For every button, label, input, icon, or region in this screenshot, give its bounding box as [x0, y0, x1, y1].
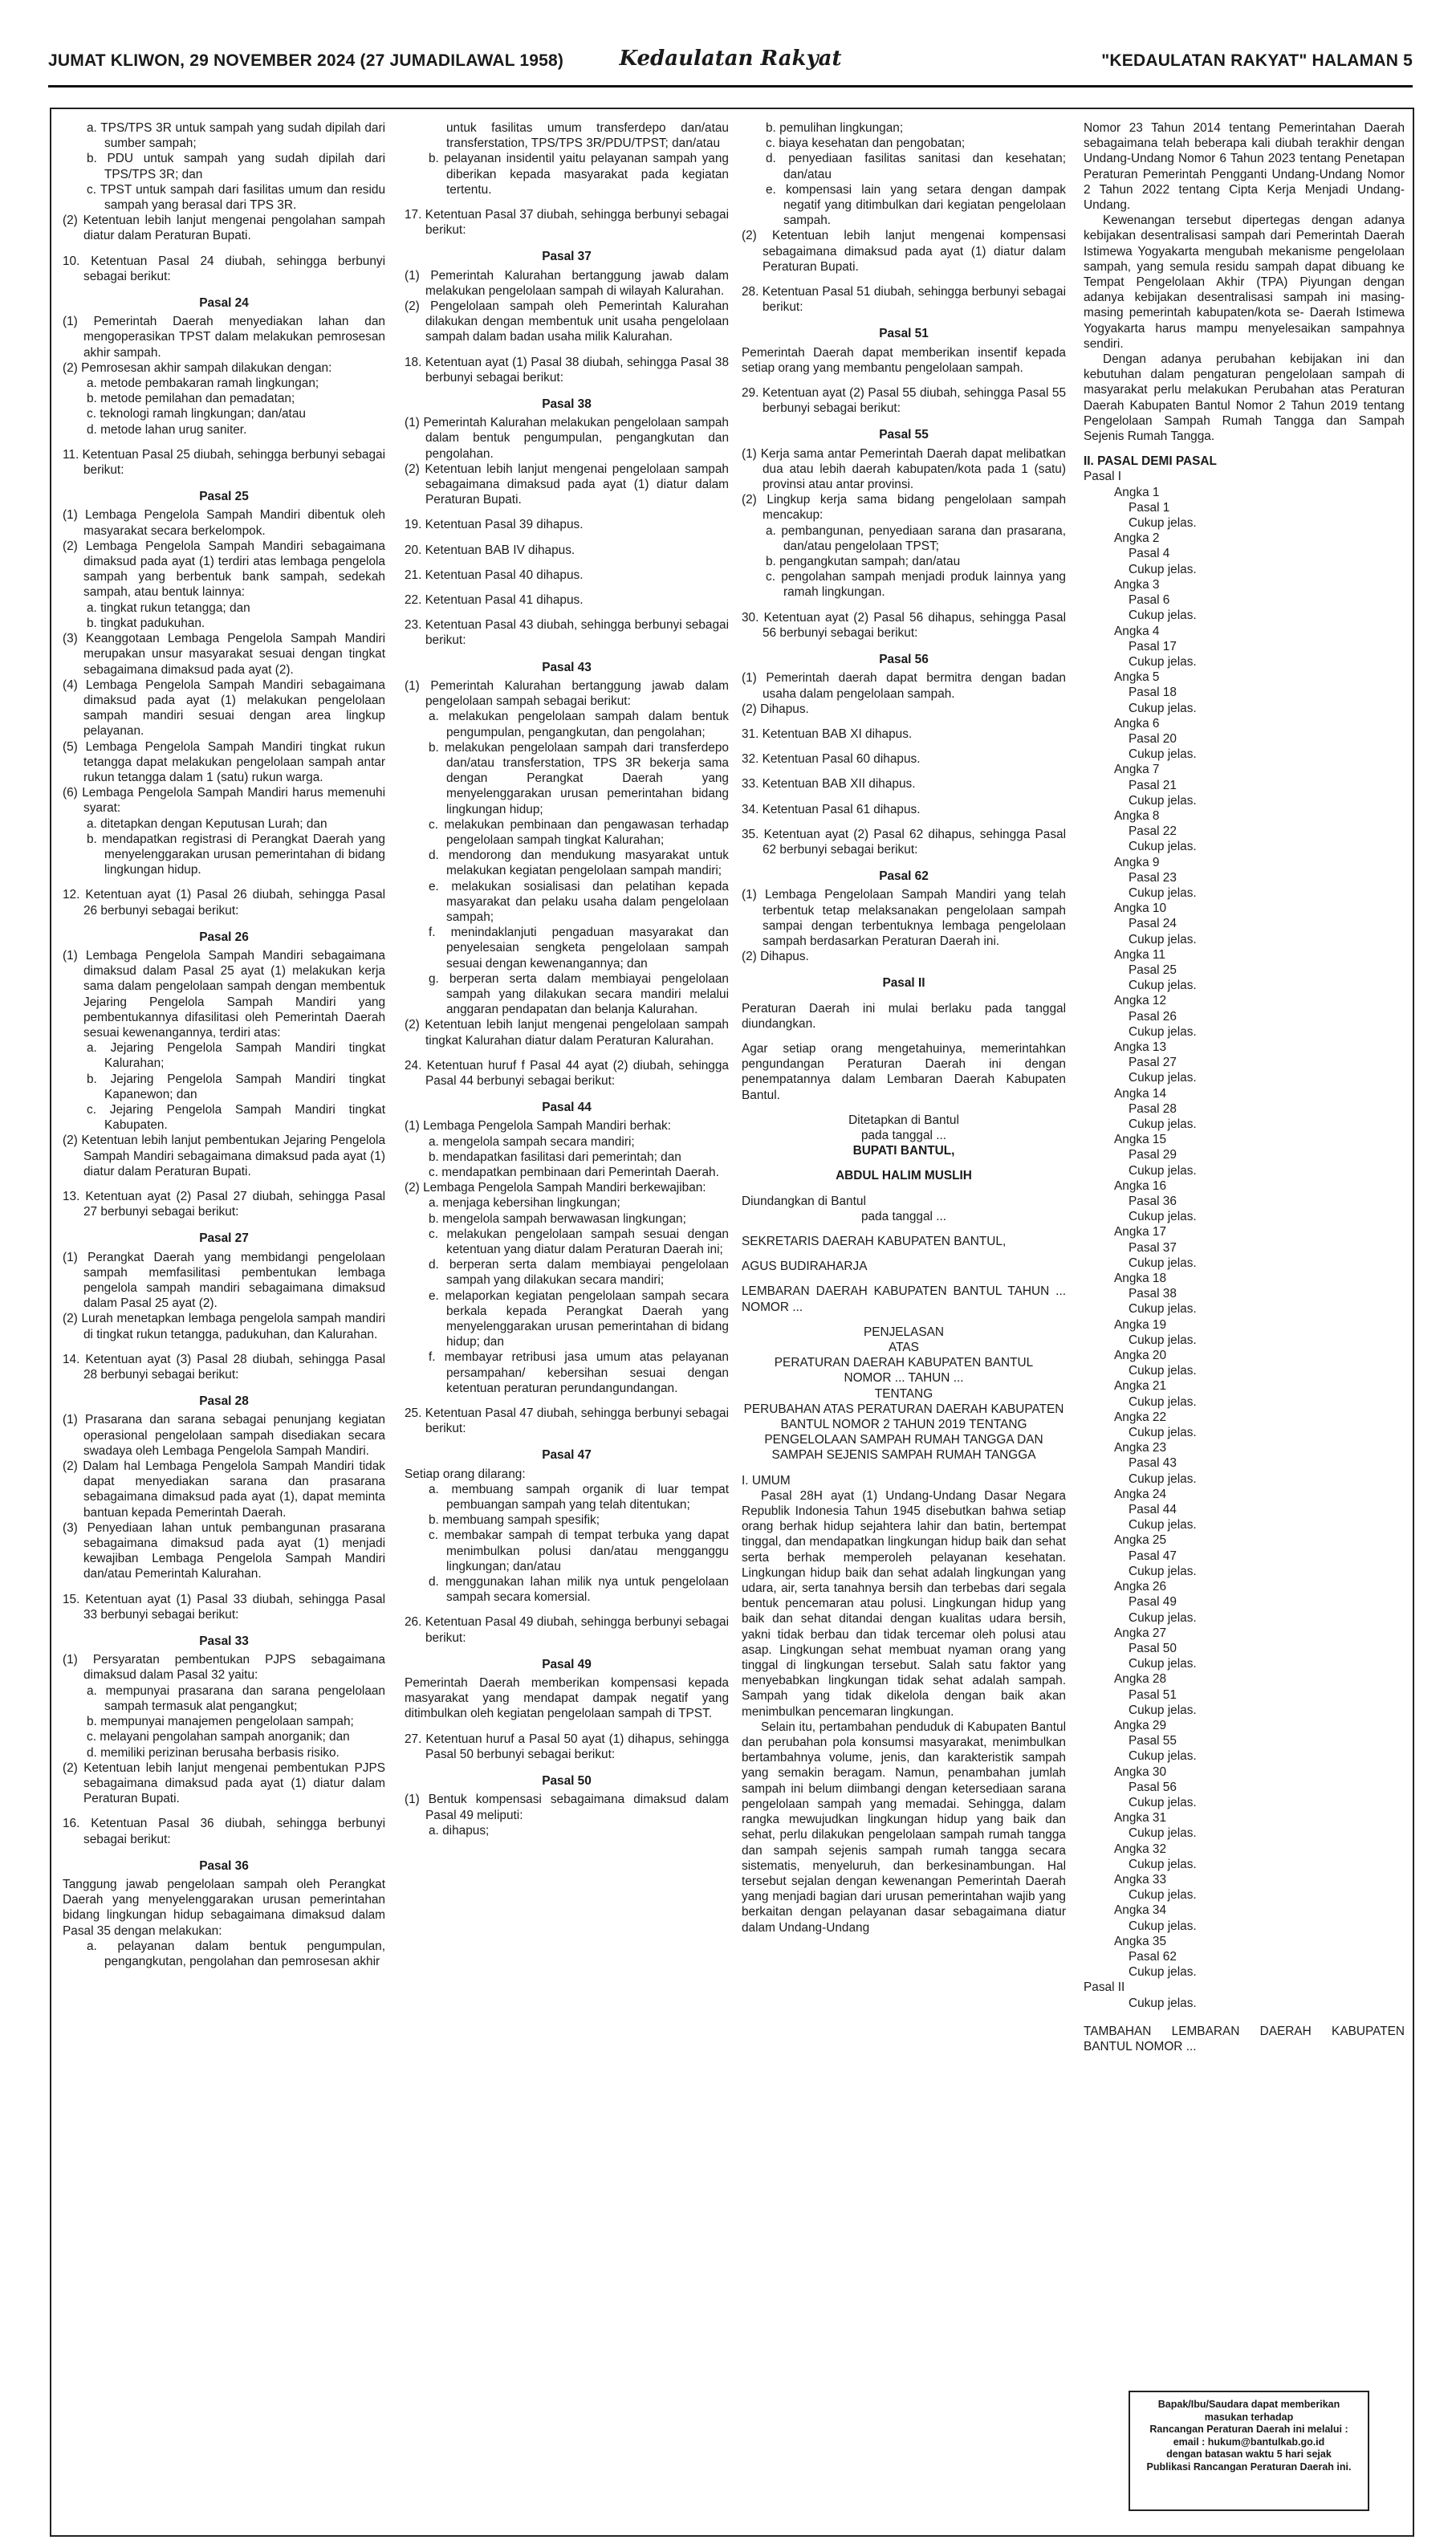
paragraph: (2) Pemrosesan akhir sampah dilakukan dengan:: [63, 360, 332, 375]
paragraph: (2) Pengelolaan sampah oleh Pemerintah Kalurahan dilakukan dengan membentuk unit usaha pengelolaan sampah dalam badan usaha milik Kalurahan.: [405, 299, 729, 344]
paragraph: d. memiliki perizinan berusaha berbasis risiko.: [87, 1745, 340, 1760]
paragraph: Pasal 38: [542, 397, 592, 412]
paragraph: (5) Lembaga Pengelola Sampah Mandiri tingkat rukun tetangga dapat melakukan pengelolaan sampah antar rukun tetangga dalam 1 (satu) rukun warga.: [63, 739, 385, 784]
paragraph: (3) Penyediaan lahan untuk pembangunan prasarana sebagaimana dimaksud pada ayat (1) menjadi kewajiban Lembaga Pengelola Sampah Mandiri dan/atau Pemerintah Kalurahan.: [63, 1520, 385, 1581]
paragraph: Peraturan Daerah ini mulai berlaku pada tanggal diundangkan.: [742, 1001, 1066, 1031]
paragraph: a. tingkat rukun tetangga; dan: [87, 600, 250, 615]
paragraph: Pemerintah Daerah memberikan kompensasi kepada masyarakat yang mendapat dampak negatif yang ditimbulkan oleh kegiatan pengelolaan sampah di TPST.: [405, 1676, 729, 1721]
paragraph: 24. Ketentuan huruf f Pasal 44 ayat (2) diubah, sehingga Pasal 44 berbunyi sebagai berikut:: [405, 1058, 729, 1088]
paragraph: Pasal 51: [879, 327, 929, 341]
paragraph: Pasal 43: [542, 660, 592, 674]
paragraph: ABDUL HALIM MUSLIH: [836, 1169, 972, 1183]
explanation-line: Dengan adanya perubahan kebijakan ini dan kebutuhan dalam pengaturan pengelolaan sampah di masyarakat perlu melakukan Perubahan atas Peraturan Daerah Kabupaten Bantul Nomor 2 Tahun 2019 tentang Pengelolaan Sampah Rumah Tangga dan Sampah Sejenis Rumah Tangga.: [1084, 352, 1405, 444]
explanation-line: Cukup jelas.: [1129, 1024, 1197, 1039]
explanation-line: Angka 17: [1114, 1225, 1167, 1239]
paragraph: d. mendorong dan mendukung masyarakat untuk melakukan kegiatan pengelolaan sampah mandiri;: [429, 849, 729, 878]
notice-line: dengan batasan waktu 5 hari sejak: [1166, 2448, 1332, 2460]
notice-line: masukan terhadap: [1204, 2411, 1294, 2423]
explanation-line: Kewenangan tersebut dipertegas dengan adanya kebijakan desentralisasi sampah dari Pemerintah Daerah Istimewa Yogyakarta mengubah mekanisme pengelolaan sampah, yang semula residu sampah dapat dibuang ke Tempat Pengelolaan Akhir (TPA) Piyungan dengan adanya kebijakan desentralisasi sampah ini masing-masing pemerintah kabupaten/kota se- Daerah Istimewa Yogyakarta harus mampu menyelesaikan sampahnya sendiri.: [1084, 214, 1405, 351]
explanation-line: Pasal 6: [1129, 593, 1170, 608]
paragraph: 27. Ketentuan huruf a Pasal 50 ayat (1) dihapus, sehingga Pasal 50 berbunyi sebagai berikut:: [405, 1732, 729, 1761]
explanation-line: Cukup jelas.: [1129, 1703, 1197, 1717]
explanation-line: Cukup jelas.: [1129, 1826, 1197, 1841]
paragraph: a. melakukan pengelolaan sampah dalam bentuk pengumpulan, pengangkutan, dan pengolahan;: [429, 710, 729, 739]
explanation-line: Pasal 27: [1129, 1056, 1177, 1070]
explanation-line: Angka 21: [1114, 1379, 1167, 1394]
header-rule: [48, 85, 1413, 88]
paragraph: e. melaporkan kegiatan pengelolaan sampah secara berkala kepada Perangkat Daerah yang menyelenggarakan urusan pemerintahan di bidang hidup; dan: [429, 1288, 729, 1349]
paragraph: c. TPST untuk sampah dari fasilitas umum dan residu sampah yang berasal dari TPS 3R.: [87, 182, 385, 213]
paragraph: AGUS BUDIRAHARJA: [742, 1260, 868, 1274]
paragraph: (2) Ketentuan lebih lanjut mengenai kompensasi sebagaimana dimaksud pada ayat (1) diatur dalam Peraturan Bupati.: [742, 229, 1066, 274]
paragraph: Pasal 44: [542, 1101, 592, 1115]
masthead-logo: Kedaulatan Rakyat: [619, 47, 842, 71]
paragraph: b. mendapatkan registrasi di Perangkat Daerah yang menyelenggarakan urusan pemerintahan di bidang lingkungan hidup.: [87, 832, 385, 877]
explanation-line: Cukup jelas.: [1129, 1364, 1197, 1378]
paragraph: (1) Perangkat Daerah yang membidangi pengelolaan sampah memfasilitasi pembentukan lembaga pengelola sampah mandiri sebagaimana dimaksud dalam Pasal 25 ayat (2).: [63, 1250, 385, 1311]
explanation-line: Cukup jelas.: [1129, 747, 1197, 762]
paragraph: 25. Ketentuan Pasal 47 diubah, sehingga berbunyi sebagai berikut:: [405, 1406, 729, 1436]
paragraph: c. Jejaring Pengelola Sampah Mandiri tingkat Kabupaten.: [87, 1102, 385, 1133]
explanation-line: Pasal 43: [1129, 1456, 1177, 1471]
paragraph: b. melakukan pengelolaan sampah dari transferdepo dan/atau transferstation, TPS 3R bekerja sama dengan Perangkat Daerah yang menyelenggarakan urusan pemerintahan bidang lingkungan hidup;: [429, 740, 729, 816]
explanation-line: Cukup jelas.: [1129, 1117, 1197, 1131]
paragraph: b. mempunyai manajemen pengelolaan sampah;: [87, 1715, 354, 1729]
paragraph: d. penyediaan fasilitas sanitasi dan kesehatan; dan/atau: [766, 152, 1066, 181]
paragraph: (1) Persyaratan pembentukan PJPS sebagaimana dimaksud dalam Pasal 32 yaitu:: [63, 1653, 385, 1683]
explanation-line: Pasal 29: [1129, 1148, 1177, 1162]
column-4: [1084, 120, 1405, 2054]
explanation-line: Angka 6: [1114, 716, 1160, 731]
paragraph: a. pelayanan dalam bentuk pengumpulan, pengangkutan, pengolahan dan pemrosesan akhir: [87, 1939, 385, 1968]
paragraph: 32. Ketentuan Pasal 60 dihapus.: [742, 752, 921, 767]
explanation-line: Angka 26: [1114, 1580, 1167, 1594]
explanation-line: Cukup jelas.: [1129, 609, 1197, 623]
explanation-line: Angka 3: [1114, 577, 1160, 592]
paragraph: 31. Ketentuan BAB XI dihapus.: [742, 727, 913, 741]
paragraph: TENTANG: [874, 1386, 933, 1401]
paragraph: f. menindaklanjuti pengaduan masyarakat dan penyelesaian sengketa pengelolaan sampah sesuai dengan kewenangannya; dan: [429, 926, 729, 971]
paragraph: g. berperan serta dalam membiayai pengelolaan sampah yang dilakukan secara mandiri melalui anggaran pendapatan dan belanja Kalurahan.: [429, 971, 729, 1017]
explanation-line: Angka 35: [1114, 1934, 1167, 1948]
paragraph: Selain itu, pertambahan penduduk di Kabupaten Bantul dan perubahan pola konsumsi masyarakat, menimbulkan bertambahnya volume, jenis, dan karakteristik sampah yang semakin beragam. Namun, penambahan jumlah sampah ini belum diimbangi dengan ketersediaan sarana pengelolaan sampah yang memadai. Sehingga, dalam rangka mewujudkan lingkungan hidup yang baik dan sehat, perlu dilakukan pengelolaan sampah rumah tangga dan sampah sejenis sampah rumah tangga secara sistematis, menyeluruh, dan berkesinambungan. Hal tersebut sejalan dengan kewenangan Pemerintah Daerah yang menjadi bagian dari urusan pemerintahan wajib yang berkaitan dengan pelayanan dasar sebagaimana diatur dalam Undang-Undang: [742, 1720, 1066, 1935]
explanation-line: Cukup jelas.: [1129, 1919, 1197, 1933]
paragraph: Pasal 28H ayat (1) Undang-Undang Dasar Negara Republik Indonesia Tahun 1945 disebutkan bahwa setiap orang berhak hidup sejahtera lahir dan batin, bertempat tinggal, dan mendapatkan lingkungan hidup baik dan sehat serta berhak memperoleh pelayanan kesehatan. Lingkungan hidup baik dan sehat adalah lingkungan yang udara, air, serta tanahnya bersih dan terbebas dari segala bentuk pencemaran atau polusi. Lingkungan hidup yang baik dan sehat ditandai dengan kualitas udara bersih, yakni tidak berbau dan tidak tercemar oleh polusi atau asap. Lingkungan sehat membuat nyaman orang yang tinggal di lingkungan tersebut. Salah satu faktor yang menyebabkan lingkungan tidak sehat adalah sampah. Sampah yang tidak dikelola dengan baik akan menimbulkan pencemaran lingkungan.: [742, 1488, 1066, 1719]
explanation-line: Angka 18: [1114, 1272, 1167, 1286]
explanation-line: Angka 15: [1114, 1133, 1167, 1147]
paragraph: Diundangkan di Bantul: [742, 1194, 866, 1208]
paragraph: (1) Lembaga Pengelola Sampah Mandiri berhak:: [405, 1119, 671, 1134]
explanation-line: Pasal 18: [1129, 686, 1177, 700]
paragraph: Pasal 47: [542, 1448, 592, 1463]
paragraph: Setiap orang dilarang:: [405, 1467, 526, 1481]
explanation-line: Angka 12: [1114, 994, 1167, 1008]
paragraph: 34. Ketentuan Pasal 61 dihapus.: [742, 802, 921, 816]
explanation-line: Pasal 37: [1129, 1240, 1177, 1255]
explanation-line: Pasal 51: [1129, 1687, 1177, 1702]
paragraph: 11. Ketentuan Pasal 25 diubah, sehingga berbunyi sebagai berikut:: [63, 447, 385, 478]
explanation-line: Cukup jelas.: [1129, 1071, 1197, 1085]
paragraph: untuk fasilitas umum transferdepo dan/atau transferstation, TPS/TPS 3R/PDU/TPST; dan/atau: [446, 121, 729, 151]
paragraph: a. mempunyai prasarana dan sarana pengelolaan sampah termasuk alat pengangkut;: [87, 1683, 385, 1713]
paragraph: e. melakukan sosialisasi dan pelatihan kepada masyarakat dan pelaku usaha dalam pengelolaan sampah;: [429, 879, 729, 924]
paragraph: a. mengelola sampah secara mandiri;: [429, 1134, 635, 1149]
explanation-line: Angka 13: [1114, 1040, 1167, 1054]
explanation-line: Angka 11: [1114, 947, 1165, 962]
paragraph: f. membayar retribusi jasa umum atas pelayanan persampahan/ kebersihan sesuai dengan ketentuan peraturan perundangundangan.: [429, 1350, 729, 1395]
paragraph: c. mendapatkan pembinaan dari Pemerintah Daerah.: [429, 1165, 719, 1179]
paragraph: Pasal 33: [199, 1634, 249, 1649]
paragraph: pada tanggal ...: [860, 1209, 947, 1223]
paragraph: (2) Lembaga Pengelola Sampah Mandiri sebagaimana dimaksud pada ayat (1) terdiri atas lembaga pengelola sampah yang berbentuk bank sampah, sedekah sampah, atau bentuk lainnya:: [63, 539, 385, 600]
explanation-line: Angka 20: [1114, 1349, 1167, 1363]
paragraph: SEKRETARIS DAERAH KABUPATEN BANTUL,: [742, 1234, 1007, 1248]
explanation-line: Cukup jelas.: [1129, 1857, 1197, 1871]
paragraph: (2) Ketentuan lebih lanjut mengenai pengelolaan sampah tingkat Kalurahan diatur dalam Peraturan Kalurahan.: [405, 1018, 729, 1048]
notice-line: Publikasi Rancangan Peraturan Daerah ini.: [1146, 2460, 1352, 2473]
explanation-line: Cukup jelas.: [1129, 1471, 1197, 1486]
paragraph: 35. Ketentuan ayat (2) Pasal 62 dihapus, sehingga Pasal 62 berbunyi sebagai berikut:: [742, 827, 1066, 857]
paragraph: c. pengolahan sampah menjadi produk lainnya yang ramah lingkungan.: [766, 570, 1066, 600]
explanation-line: Angka 5: [1114, 670, 1160, 685]
explanation-line: II. PASAL DEMI PASAL: [1084, 454, 1217, 469]
paragraph: (1) Kerja sama antar Pemerintah Daerah dapat melibatkan dua atau lebih daerah kabupaten/kota pada 1 (satu) provinsi atau antar provinsi.: [742, 446, 1066, 492]
explanation-line: Angka 9: [1114, 855, 1160, 869]
explanation-line: Angka 4: [1114, 624, 1160, 638]
paragraph: 16. Ketentuan Pasal 36 diubah, sehingga berbunyi sebagai berikut:: [63, 1817, 385, 1846]
explanation-line: Pasal I: [1084, 470, 1122, 484]
explanation-line: Angka 23: [1114, 1441, 1167, 1455]
paragraph: b. pengangkutan sampah; dan/atau: [766, 555, 961, 569]
paragraph: c. biaya kesehatan dan pengobatan;: [766, 136, 966, 151]
paragraph: 29. Ketentuan ayat (2) Pasal 55 diubah, sehingga Pasal 55 berbunyi sebagai berikut:: [742, 386, 1066, 416]
paragraph: d. berperan serta dalam membiayai pengelolaan sampah yang dilakukan secara mandiri;: [429, 1258, 729, 1288]
paragraph: PERUBAHAN ATAS PERATURAN DAERAH KABUPATEN BANTUL NOMOR 2 TAHUN 2019 TENTANG PENGELOLAAN SAMPAH RUMAH TANGGA DAN SAMPAH SEJENIS SAMPAH RUMAH TANGGA: [743, 1402, 1064, 1463]
explanation-line: Pasal 55: [1129, 1734, 1177, 1748]
explanation-line: Angka 32: [1114, 1842, 1167, 1856]
paragraph: 30. Ketentuan ayat (2) Pasal 56 dihapus, sehingga Pasal 56 berbunyi sebagai berikut:: [742, 610, 1066, 640]
explanation-line: Cukup jelas.: [1129, 1163, 1197, 1178]
paragraph: I. UMUM: [742, 1473, 791, 1488]
paragraph: (1) Bentuk kompensasi sebagaimana dimaksud dalam Pasal 49 meliputi:: [405, 1793, 729, 1822]
explanation-line: Cukup jelas.: [1129, 840, 1197, 854]
paragraph: 26. Ketentuan Pasal 49 diubah, sehingga berbunyi sebagai berikut:: [405, 1615, 729, 1645]
paragraph: (2) Lembaga Pengelola Sampah Mandiri berkewajiban:: [405, 1181, 706, 1195]
explanation-line: Angka 8: [1114, 808, 1160, 823]
explanation-line: Angka 7: [1114, 763, 1160, 777]
paragraph: 15. Ketentuan ayat (1) Pasal 33 diubah, sehingga Pasal 33 berbunyi sebagai berikut:: [63, 1592, 385, 1622]
explanation-line: Cukup jelas.: [1129, 793, 1197, 808]
paragraph: a. menjaga kebersihan lingkungan;: [429, 1196, 620, 1211]
explanation-line: Pasal 36: [1129, 1195, 1177, 1209]
paragraph: a. TPS/TPS 3R untuk sampah yang sudah dipilah dari sumber sampah;: [87, 121, 385, 151]
issue-date: JUMAT KLIWON, 29 NOVEMBER 2024 (27 JUMADILAWAL 1958): [48, 51, 564, 70]
explanation-line: Cukup jelas.: [1129, 701, 1197, 715]
page-header: [48, 47, 1413, 79]
explanation-line: Cukup jelas.: [1129, 1657, 1197, 1671]
paragraph: Pasal 37: [542, 250, 592, 264]
paragraph: Pasal 50: [542, 1774, 592, 1789]
paragraph: 18. Ketentuan ayat (1) Pasal 38 diubah, sehingga Pasal 38 berbunyi sebagai berikut:: [405, 355, 729, 385]
explanation-line: Cukup jelas.: [1129, 1333, 1197, 1347]
paragraph: PERATURAN DAERAH KABUPATEN BANTUL: [774, 1356, 1034, 1370]
paragraph: Pasal 62: [879, 869, 929, 884]
explanation-line: Pasal 21: [1129, 778, 1177, 792]
explanation-line: Angka 14: [1114, 1086, 1167, 1101]
notice-line: email : hukum@bantulkab.go.id: [1173, 2436, 1325, 2448]
explanation-line: Angka 29: [1114, 1718, 1167, 1732]
explanation-line: Pasal 28: [1129, 1101, 1177, 1116]
explanation-line: Cukup jelas.: [1129, 1256, 1197, 1270]
explanation-line: Pasal 38: [1129, 1287, 1177, 1301]
paragraph: a. dihapus;: [429, 1823, 490, 1838]
paragraph: (2) Lingkup kerja sama bidang pengelolaan sampah mencakup:: [742, 493, 1066, 523]
paragraph: a. pembangunan, penyediaan sarana dan prasarana, dan/atau pengelolaan TPST;: [766, 523, 1066, 553]
paragraph: Pasal 56: [879, 653, 929, 667]
paragraph: b. membuang sampah spesifik;: [429, 1513, 600, 1528]
explanation-line: Pasal 25: [1129, 963, 1177, 977]
explanation-line: Angka 19: [1114, 1317, 1167, 1332]
explanation-line: Cukup jelas.: [1129, 1888, 1197, 1903]
explanation-line: Cukup jelas.: [1129, 1302, 1197, 1317]
paragraph: (2) Ketentuan lebih lanjut mengenai pembentukan PJPS sebagaimana dimaksud pada ayat (1) diatur dalam Peraturan Bupati.: [63, 1760, 385, 1806]
paragraph: 17. Ketentuan Pasal 37 diubah, sehingga berbunyi sebagai berikut:: [405, 208, 729, 238]
paragraph: 28. Ketentuan Pasal 51 diubah, sehingga berbunyi sebagai berikut:: [742, 285, 1066, 315]
column-1: [63, 120, 385, 1969]
paragraph: b. mendapatkan fasilitasi dari pemerintah; dan: [429, 1150, 681, 1164]
paragraph: b. pemulihan lingkungan;: [766, 121, 904, 135]
paragraph: (2) Dihapus.: [742, 950, 809, 964]
paragraph: (3) Keanggotaan Lembaga Pengelola Sampah Mandiri merupakan unsur masyarakat sesuai dengan tingkat sebagaimana dimaksud pada ayat (2).: [63, 632, 385, 677]
explanation-line: Angka 34: [1114, 1903, 1167, 1918]
explanation-line: Cukup jelas.: [1129, 1749, 1197, 1764]
paragraph: b. mengelola sampah berwawasan lingkungan;: [429, 1211, 686, 1226]
explanation-line: Pasal 23: [1129, 870, 1177, 885]
explanation-line: Pasal 22: [1129, 824, 1177, 839]
explanation-line: Pasal 20: [1129, 731, 1177, 746]
explanation-line: Angka 31: [1114, 1811, 1167, 1826]
paragraph: (1) Lembaga Pengelola Sampah Mandiri dibentuk oleh masyarakat secara berkelompok.: [63, 508, 385, 538]
explanation-line: Angka 22: [1114, 1410, 1167, 1424]
paragraph: b. PDU untuk sampah yang sudah dipilah dari TPS/TPS 3R; dan: [87, 152, 385, 181]
explanation-line: Pasal 1: [1129, 500, 1170, 515]
paragraph: 21. Ketentuan Pasal 40 dihapus.: [405, 568, 584, 582]
notice-line: Rancangan Peraturan Daerah ini melalui :: [1149, 2424, 1348, 2435]
explanation-line: Cukup jelas.: [1129, 979, 1197, 993]
paragraph: (1) Pemerintah Kalurahan bertanggung jawab dalam melakukan pengelolaan sampah di wilayah Kalurahan.: [405, 268, 729, 298]
paragraph: (1) Pemerintah Kalurahan bertanggung jawab dalam pengelolaan sampah sebagai berikut:: [405, 678, 729, 709]
paragraph: d. menggunakan lahan milik nya untuk pengelolaan sampah secara komersial.: [429, 1575, 729, 1605]
paragraph: PENJELASAN: [863, 1325, 945, 1339]
paragraph: Tanggung jawab pengelolaan sampah oleh Perangkat Daerah yang menyelenggarakan urusan pemerintahan bidang lingkungan hidup sebagaimana dimaksud dalam Pasal 35 dengan melakukan:: [63, 1877, 385, 1938]
explanation-line: Cukup jelas.: [1129, 1518, 1197, 1532]
explanation-line: Pasal 56: [1129, 1780, 1177, 1794]
paragraph: Pasal II: [882, 976, 925, 991]
explanation-line: Cukup jelas.: [1129, 1610, 1197, 1625]
paragraph: (2) Lurah menetapkan lembaga pengelola sampah mandiri di tingkat rukun tetangga, padukuhan, dan Kalurahan.: [63, 1312, 385, 1341]
explanation-line: Angka 16: [1114, 1178, 1167, 1193]
paragraph: 12. Ketentuan ayat (1) Pasal 26 diubah, sehingga Pasal 26 berbunyi sebagai berikut:: [63, 888, 385, 918]
explanation-line: Cukup jelas.: [1129, 1564, 1197, 1578]
column-3: [742, 120, 1066, 1935]
paragraph: pada tanggal ...: [860, 1128, 947, 1142]
paragraph: ATAS: [889, 1341, 919, 1354]
paragraph: NOMOR ... TAHUN ...: [844, 1371, 964, 1386]
paragraph: Pasal 27: [199, 1231, 249, 1246]
paragraph: Pasal 36: [199, 1858, 249, 1873]
paragraph: 23. Ketentuan Pasal 43 diubah, sehingga berbunyi sebagai berikut:: [405, 618, 729, 648]
paragraph: 13. Ketentuan ayat (2) Pasal 27 diubah, sehingga Pasal 27 berbunyi sebagai berikut:: [63, 1190, 385, 1219]
notice-line: Bapak/Ibu/Saudara dapat memberikan: [1157, 2399, 1340, 2410]
explanation-line: Pasal 4: [1129, 547, 1170, 561]
explanation-line: Pasal 24: [1129, 917, 1177, 931]
paragraph: Pasal 25: [199, 490, 249, 504]
explanation-line: Angka 27: [1114, 1626, 1167, 1640]
paragraph: Pasal 28: [199, 1394, 249, 1409]
paragraph: c. melakukan pembinaan dan pengawasan terhadap pengelolaan sampah tingkat Kalurahan;: [429, 817, 729, 847]
explanation-line: Cukup jelas.: [1129, 1795, 1197, 1809]
explanation-line: Cukup jelas.: [1129, 562, 1197, 576]
paragraph: 20. Ketentuan BAB IV dihapus.: [405, 543, 575, 557]
explanation-line: Angka 2: [1114, 531, 1160, 546]
explanation-line: Angka 1: [1114, 485, 1160, 499]
paragraph: b. tingkat padukuhan.: [87, 616, 205, 630]
explanation-line: Pasal 44: [1129, 1503, 1177, 1517]
explanation-line: Angka 24: [1114, 1487, 1167, 1501]
paragraph: c. membakar sampah di tempat terbuka yang dapat menimbulkan polusi dan/atau mengganggu lingkungan; dan/atau: [429, 1528, 729, 1573]
explanation-line: Angka 25: [1114, 1533, 1167, 1548]
explanation-line: TAMBAHAN LEMBARAN DAERAH KABUPATEN BANTUL NOMOR ...: [1084, 2024, 1405, 2053]
paragraph: Ditetapkan di Bantul: [848, 1113, 959, 1127]
paragraph: (1) Pemerintah Kalurahan melakukan pengelolaan sampah dalam bentuk pengumpulan, pengangkutan dan pengolahan.: [405, 416, 729, 461]
paragraph: (4) Lembaga Pengelola Sampah Mandiri sebagaimana dimaksud pada ayat (1) melakukan pengelolaan sampah mandiri sesuai dengan area lingkup pelayanan.: [63, 678, 385, 739]
explanation-line: Pasal 47: [1129, 1549, 1177, 1563]
page-label: "KEDAULATAN RAKYAT" HALAMAN 5: [1101, 51, 1413, 70]
paragraph: (2) Ketentuan lebih lanjut mengenai pengolahan sampah diatur dalam Peraturan Bupati.: [63, 214, 385, 243]
explanation-line: Cukup jelas.: [1129, 885, 1197, 900]
explanation-line: Angka 28: [1114, 1672, 1167, 1687]
paragraph: (2) Dihapus.: [742, 702, 809, 716]
explanation-line: Cukup jelas.: [1129, 1394, 1197, 1409]
paragraph: (2) Dalam hal Lembaga Pengelola Sampah Mandiri tidak dapat menyediakan sarana dan prasarana sebagaimana dimaksud pada ayat (1), dapat meminta bantuan kepada Pemerintah Daerah.: [63, 1459, 385, 1520]
column-2: [405, 120, 729, 1838]
paragraph: 14. Ketentuan ayat (3) Pasal 28 diubah, sehingga Pasal 28 berbunyi sebagai berikut:: [63, 1352, 385, 1382]
paragraph: 19. Ketentuan Pasal 39 dihapus.: [405, 518, 584, 532]
paragraph: c. melayani pengolahan sampah anorganik; dan: [87, 1730, 350, 1744]
explanation-line: Pasal 62: [1129, 1949, 1177, 1964]
explanation-line: Pasal 49: [1129, 1595, 1177, 1610]
explanation-line: Pasal 17: [1129, 639, 1177, 653]
paragraph: (1) Prasarana dan sarana sebagai penunjang kegiatan operasional pengelolaan sampah disediakan secara swadaya oleh Lembaga Pengelola Sampah Mandiri.: [63, 1413, 385, 1458]
paragraph: LEMBARAN DAERAH KABUPATEN BANTUL TAHUN ... NOMOR ...: [742, 1284, 1066, 1314]
paragraph: b. pelayanan insidentil yaitu pelayanan sampah yang diberikan kepada masyarakat pada kegiatan tertentu.: [429, 152, 729, 197]
paragraph: c. teknologi ramah lingkungan; dan/atau: [87, 407, 306, 421]
explanation-line: Cukup jelas.: [1129, 1426, 1197, 1440]
paragraph: a. Jejaring Pengelola Sampah Mandiri tingkat Kalurahan;: [87, 1041, 385, 1071]
paragraph: Pemerintah Daerah dapat memberikan insentif kepada setiap orang yang membantu pengelolaan sampah.: [742, 345, 1066, 375]
paragraph: (1) Pemerintah Daerah menyediakan lahan dan mengoperasikan TPST dalam melakukan pemrosesan akhir sampah.: [63, 315, 385, 360]
paragraph: (1) Lembaga Pengelolaan Sampah Mandiri yang telah terbentuk tetap melaksanakan pengelolaan sampah sampai dengan terbentuknya lembaga pengelolaan sampah berdasarkan Peraturan Daerah ini.: [742, 888, 1066, 948]
paragraph: (6) Lembaga Pengelola Sampah Mandiri harus memenuhi syarat:: [63, 786, 385, 816]
paragraph: 10. Ketentuan Pasal 24 diubah, sehingga berbunyi sebagai berikut:: [63, 254, 385, 283]
paragraph: BUPATI BANTUL,: [852, 1144, 955, 1158]
explanation-line: Cukup jelas.: [1129, 1996, 1197, 2010]
paragraph: a. ditetapkan dengan Keputusan Lurah; dan: [87, 816, 327, 831]
paragraph: (2) Ketentuan lebih lanjut mengenai pengelolaan sampah sebagaimana dimaksud pada ayat (1) diatur dalam Peraturan Bupati.: [405, 462, 729, 507]
paragraph: b. Jejaring Pengelola Sampah Mandiri tingkat Kapanewon; dan: [87, 1072, 385, 1101]
explanation-line: Angka 10: [1114, 902, 1167, 916]
paragraph: 33. Ketentuan BAB XII dihapus.: [742, 777, 916, 792]
paragraph: Agar setiap orang mengetahuinya, memerintahkan pengundangan Peraturan Daerah ini dengan penempatannya dalam Lembaran Daerah Kabupaten Bantul.: [742, 1041, 1066, 1102]
paragraph: d. metode lahan urug saniter.: [87, 422, 247, 437]
explanation-line: Cukup jelas.: [1129, 932, 1197, 946]
paragraph: Pasal 55: [879, 428, 929, 442]
paragraph: e. kompensasi lain yang setara dengan dampak negatif yang ditimbulkan dari kegiatan pengelolaan sampah.: [766, 182, 1066, 228]
paragraph: c. melakukan pengelolaan sampah sesuai dengan ketentuan yang diatur dalam Peraturan Daerah ini;: [429, 1227, 729, 1256]
paragraph: (1) Lembaga Pengelola Sampah Mandiri sebagaimana dimaksud dalam Pasal 25 ayat (1) melakukan kerja sama dalam pengelolaan sampah dengan membentuk Jejaring Pengelola Sampah Mandiri yang pembentukannya difasilitasi oleh Pemerintah Daerah sesuai kewenangannya, terdiri atas:: [63, 948, 385, 1040]
paragraph: (2) Ketentuan lebih lanjut pembentukan Jejaring Pengelola Sampah Mandiri sebagaimana dimaksud pada ayat (1) diatur dalam Peraturan Bupati.: [63, 1134, 385, 1178]
explanation-line: Angka 30: [1114, 1764, 1167, 1779]
paragraph: Pasal 49: [542, 1657, 592, 1671]
public-input-notice: [1129, 2391, 1369, 2511]
explanation-line: Cukup jelas.: [1129, 1965, 1197, 1980]
paragraph: Pasal 24: [199, 296, 249, 311]
explanation-line: Nomor 23 Tahun 2014 tentang Pemerintahan Daerah sebagaimana telah beberapa kali diubah terakhir dengan Undang-Undang Nomor 6 Tahun 2023 tentang Penetapan Peraturan Pemerintah Pengganti Undang-Undang Nomor 2 Tahun 2022 tentang Cipta Kerja Menjadi Undang-Undang.: [1084, 121, 1405, 213]
explanation-line: Pasal II: [1084, 1980, 1125, 1995]
paragraph: b. metode pemilahan dan pemadatan;: [87, 392, 295, 406]
explanation-line: Angka 33: [1114, 1872, 1167, 1887]
paragraph: 22. Ketentuan Pasal 41 dihapus.: [405, 593, 584, 608]
paragraph: a. metode pembakaran ramah lingkungan;: [87, 377, 319, 391]
explanation-line: Pasal 26: [1129, 1009, 1177, 1024]
paragraph: a. membuang sampah organik di luar tempat pembuangan sampah yang telah ditentukan;: [429, 1482, 729, 1512]
explanation-line: Cukup jelas.: [1129, 654, 1197, 669]
explanation-line: Cukup jelas.: [1129, 1210, 1197, 1224]
paragraph: Pasal 26: [199, 930, 249, 944]
explanation-line: Cukup jelas.: [1129, 516, 1197, 531]
paragraph: (1) Pemerintah daerah dapat bermitra dengan badan usaha dalam pengelolaan sampah.: [742, 671, 1066, 701]
explanation-line: Pasal 50: [1129, 1641, 1177, 1655]
